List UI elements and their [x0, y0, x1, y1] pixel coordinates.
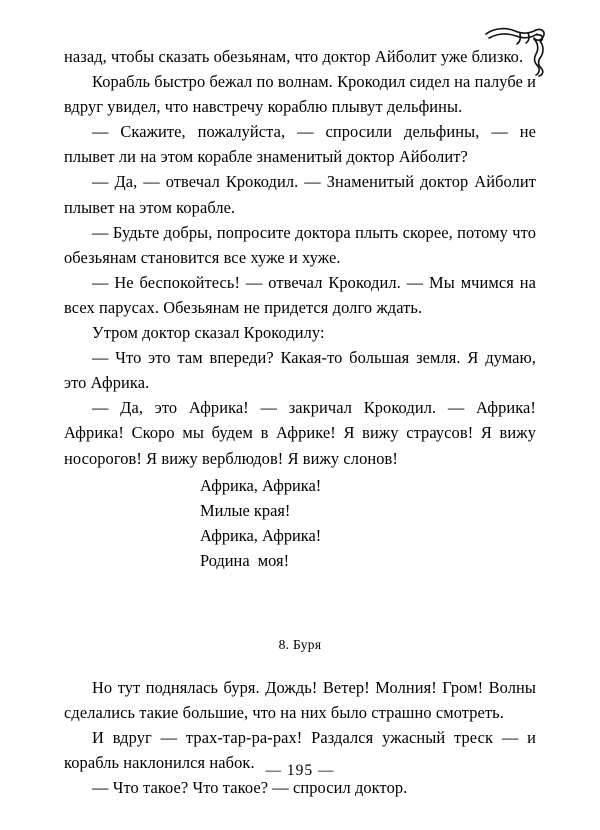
paragraph: И вдруг — трах-тар-ра-рах! Раздался ужасный треск — и корабль наклонился набок.	[64, 728, 536, 773]
paragraph: Корабль быстро бежал по волнам. Крокодил сидел на палубе и вдруг увидел, что навстречу кораблю плывут дельфины.	[64, 72, 536, 117]
paragraph: Утром доктор сказал Крокодилу:	[92, 323, 325, 343]
page-number: — 195 —	[265, 762, 335, 779]
paragraph: Но тут поднялась буря. Дождь! Ветер! Молния! Гром! Волны сделались такие большие, что на них было страшно смотреть.	[64, 677, 536, 723]
verse-block	[64, 473, 536, 573]
paragraph: — Что такое? Что такое? — спросил доктор.	[92, 778, 408, 798]
verse-line: Родина моя!	[200, 550, 290, 570]
paragraph: — Скажите, пожалуйста, — спросили дельфины, — не плывет ли на этом корабле знаменитый доктор Айболит?	[64, 122, 536, 167]
spacer	[64, 655, 536, 675]
paragraph: — Да, это Африка! — закричал Крокодил. — Африка! Африка! Скоро мы будем в Африке! Я вижу страусов! Я вижу носорогов! Я вижу верблюдов! Я вижу слонов!	[64, 398, 536, 468]
paragraph: назад, чтобы сказать обезьянам, что доктор Айболит уже близко.	[64, 47, 524, 66]
paragraph: — Да, — отвечал Крокодил. — Знаменитый доктор Айболит плывет на этом корабле.	[64, 172, 536, 217]
paragraph: — Что это там впереди? Какая-то большая земля. Я думаю, это Африка.	[64, 348, 536, 393]
paragraph: — Не беспокойтесь! — отвечал Крокодил. — Мы мчимся на всех парусах. Обезьянам не придется долго ждать.	[64, 272, 536, 317]
verse-line: Африка, Африка!	[200, 525, 322, 545]
verse-line: Милые края!	[200, 500, 291, 520]
paragraph: — Будьте добры, попросите доктора плыть скорее, потому что обезьянам становится все хуже и хуже.	[64, 222, 536, 267]
page-text-column	[64, 44, 536, 800]
spacer	[64, 573, 536, 635]
section-heading: 8. Буря	[278, 636, 322, 652]
verse-line: Африка, Африка!	[200, 475, 322, 495]
